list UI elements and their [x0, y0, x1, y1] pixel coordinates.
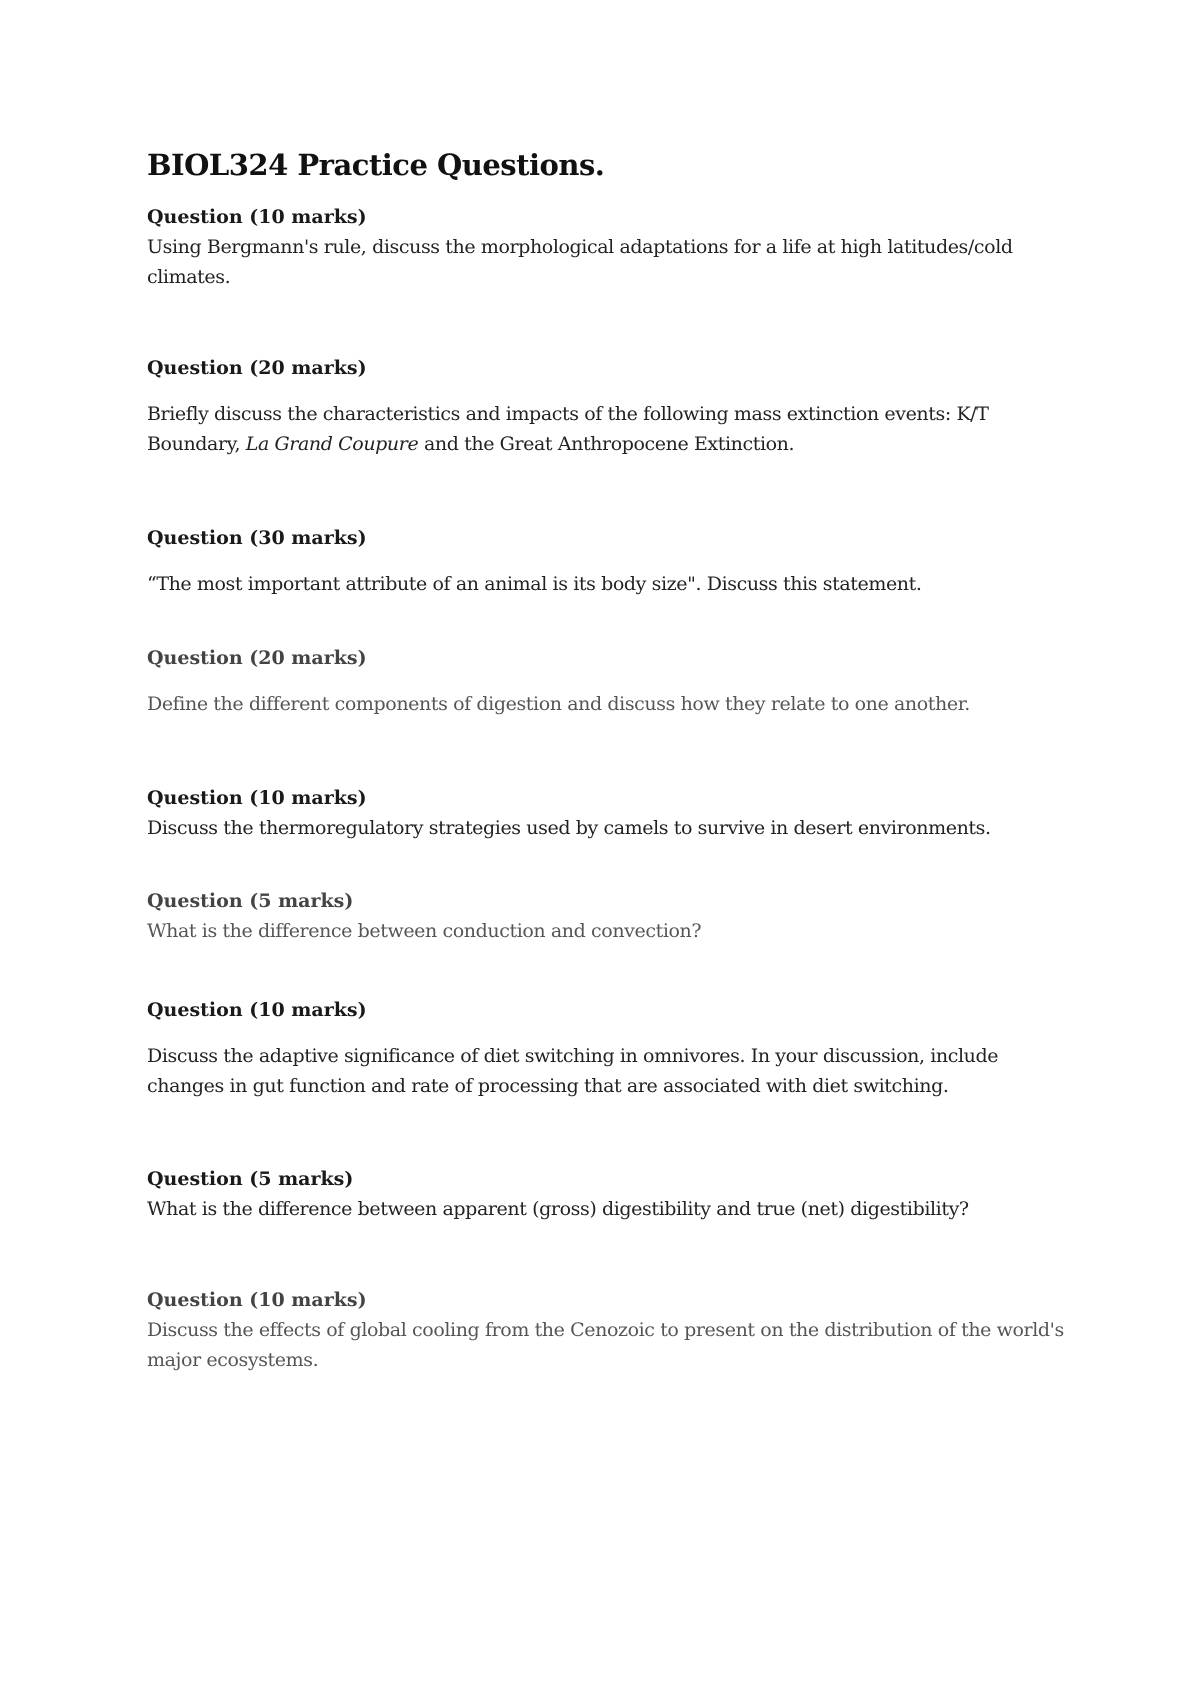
- page-title: BIOL324 Practice Questions.: [147, 148, 605, 182]
- question-1: [147, 202, 1077, 292]
- question-heading: Question (10 marks): [147, 206, 367, 228]
- question-heading: Question (30 marks): [147, 527, 367, 549]
- question-5: [147, 783, 1077, 843]
- question-9: [147, 1285, 1077, 1375]
- question-heading: Question (5 marks): [147, 1168, 354, 1190]
- question-4: [147, 643, 1077, 719]
- question-heading: Question (10 marks): [147, 787, 367, 809]
- question-text: [147, 399, 1077, 459]
- question-text: Define the different components of digestion and discuss how they relate to one another.: [147, 693, 970, 715]
- question-heading: Question (5 marks): [147, 890, 354, 912]
- question-8: [147, 1164, 1077, 1224]
- question-text: Discuss the effects of global cooling from the Cenozoic to present on the distribution of the world's major ecosystems.: [147, 1319, 1064, 1371]
- question-text: “The most important attribute of an animal is its body size". Discuss this statement.: [147, 573, 922, 595]
- question-text-part: and the Great Anthropocene Extinction.: [418, 433, 795, 455]
- question-7: [147, 995, 1077, 1101]
- question-6: [147, 886, 1077, 946]
- question-text: Discuss the thermoregulatory strategies used by camels to survive in desert environments.: [147, 817, 991, 839]
- question-heading: Question (20 marks): [147, 357, 367, 379]
- question-heading: Question (20 marks): [147, 647, 367, 669]
- question-text: Discuss the adaptive significance of diet switching in omnivores. In your discussion, include changes in gut function and rate of processing that are associated with diet switching.: [147, 1045, 999, 1097]
- question-3: [147, 523, 1077, 599]
- question-2: [147, 353, 1077, 459]
- question-text-italic: La Grand Coupure: [245, 433, 419, 455]
- question-text: What is the difference between conduction and convection?: [147, 920, 702, 942]
- question-text-part: Briefly discuss the characteristics and impacts of the following mass extinction events: K/T Boundary,: [147, 403, 989, 455]
- question-heading: Question (10 marks): [147, 999, 367, 1021]
- question-text: Using Bergmann's rule, discuss the morphological adaptations for a life at high latitudes/cold climates.: [147, 236, 1013, 288]
- question-text: What is the difference between apparent (gross) digestibility and true (net) digestibility?: [147, 1198, 969, 1220]
- question-heading: Question (10 marks): [147, 1289, 367, 1311]
